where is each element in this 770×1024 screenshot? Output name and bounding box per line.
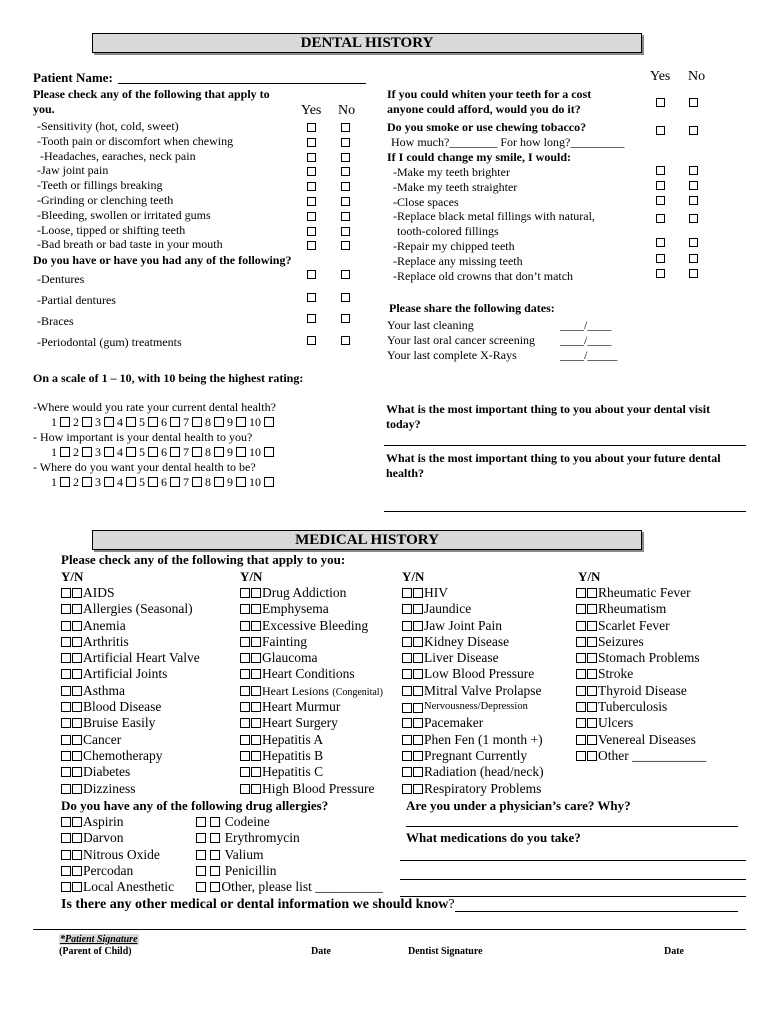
condition-row[interactable]: Heart Surgery	[240, 715, 383, 731]
checkbox-no[interactable]	[341, 241, 350, 250]
scale-checkbox[interactable]	[148, 417, 158, 427]
patient-signature-label: *Patient Signature	[60, 934, 138, 945]
symptom-no-boxes	[341, 120, 350, 253]
date-field[interactable]: ____/_____	[560, 348, 618, 362]
condition-column-3	[402, 585, 544, 797]
scale-checkbox[interactable]	[148, 477, 158, 487]
date-field[interactable]: ____/____	[560, 333, 612, 347]
drug-row[interactable]: Valium	[196, 847, 383, 863]
scale-checkbox[interactable]	[126, 447, 136, 457]
condition-row[interactable]: Diabetes	[61, 764, 200, 780]
symptom-list	[37, 119, 233, 252]
condition-row[interactable]: Respiratory Problems	[402, 781, 544, 797]
condition-row[interactable]: Seizures	[576, 634, 706, 650]
checkbox-yes[interactable]	[656, 126, 665, 135]
scale-checkbox[interactable]	[60, 447, 70, 457]
scale-item: - How important is your dental health to you?	[33, 430, 253, 444]
change-question: If I could change my smile, I would:	[387, 150, 572, 164]
condition-row[interactable]: Hepatitis A	[240, 732, 383, 748]
scale-checkbox[interactable]	[192, 477, 202, 487]
symptom-item: -Teeth or fillings breaking	[37, 178, 163, 193]
scale-question: On a scale of 1 – 10, with 10 being the highest rating:	[33, 371, 304, 385]
scale-checkbox[interactable]	[264, 417, 274, 427]
appliance-item: -Braces	[37, 314, 74, 328]
yn-header: Y/N	[61, 569, 84, 584]
date-label: Date	[664, 946, 684, 957]
symptom-item: -Loose, tipped or shifting teeth	[37, 222, 186, 237]
condition-row[interactable]: Stroke	[576, 666, 706, 682]
drug-row[interactable]: Other, please list __________	[196, 879, 383, 895]
scale-checkbox[interactable]	[104, 417, 114, 427]
drug-allergy-column-1	[61, 814, 174, 895]
change-item: -Replace black metal fillings with natural,	[393, 209, 595, 224]
checkbox-yes[interactable]	[307, 314, 316, 323]
drug-row[interactable]: Codeine	[196, 814, 383, 830]
checkbox-no[interactable]	[341, 167, 350, 176]
condition-column-4	[576, 585, 706, 764]
condition-row[interactable]: Artificial Joints	[61, 666, 200, 682]
condition-row[interactable]: Allergies (Seasonal)	[61, 601, 200, 617]
yes-header-left: Yes	[301, 103, 322, 118]
condition-row[interactable]: Rheumatism	[576, 601, 706, 617]
condition-row[interactable]: Hepatitis B	[240, 748, 383, 764]
condition-row[interactable]: Low Blood Pressure	[402, 666, 544, 682]
checkbox-no[interactable]	[341, 153, 350, 162]
condition-row[interactable]: Jaw Joint Pain	[402, 618, 544, 634]
scale-row: 1 2 3 4 5 6 7 8 9 10	[51, 475, 274, 490]
scale-checkbox[interactable]	[264, 477, 274, 487]
scale-checkbox[interactable]	[214, 417, 224, 427]
yn-header: Y/N	[402, 569, 425, 584]
scale-checkbox[interactable]	[236, 417, 246, 427]
how-much-field[interactable]: How much?________ For how long?_________	[391, 135, 625, 149]
condition-row[interactable]: Artificial Heart Valve	[61, 650, 200, 666]
condition-column-2	[240, 585, 383, 797]
condition-row[interactable]: AIDS	[61, 585, 200, 601]
no-header-right: No	[688, 69, 706, 84]
date-field[interactable]: ____/____	[560, 318, 612, 332]
dates-question: Please share the following dates:	[389, 301, 555, 315]
scale-checkbox[interactable]	[104, 477, 114, 487]
condition-row[interactable]: Fainting	[240, 634, 383, 650]
condition-row[interactable]: Pregnant Currently	[402, 748, 544, 764]
condition-row[interactable]: Stomach Problems	[576, 650, 706, 666]
condition-row[interactable]: Nervousness/Depression	[402, 699, 544, 715]
drug-row[interactable]: Local Anesthetic	[61, 879, 174, 895]
patient-name-label: Patient Name:	[33, 70, 113, 85]
drug-row[interactable]: Penicillin	[196, 863, 383, 879]
important-future-question-2: health?	[386, 466, 425, 480]
important-visit-question-2: today?	[386, 417, 421, 431]
condition-row[interactable]: Mitral Valve Prolapse	[402, 683, 544, 699]
date-label: Your last complete X-Rays	[387, 348, 517, 362]
checkbox-no[interactable]	[341, 197, 350, 206]
condition-row[interactable]: Pacemaker	[402, 715, 544, 731]
scale-checkbox[interactable]	[236, 447, 246, 457]
change-item: -Make my teeth straighter	[393, 179, 518, 194]
yn-header: Y/N	[240, 569, 263, 584]
smoke-question: Do you smoke or use chewing tobacco?	[387, 120, 587, 134]
condition-row[interactable]: Ulcers	[576, 715, 706, 731]
condition-column-1	[61, 585, 200, 797]
condition-row[interactable]: Anemia	[61, 618, 200, 634]
symptom-yes-boxes	[307, 120, 316, 253]
scale-checkbox[interactable]	[236, 477, 246, 487]
dental-history-title: DENTAL HISTORY	[92, 33, 642, 53]
check-heading-1: Please check any of the following that apply to	[33, 87, 270, 101]
physician-care-question: Are you under a physician’s care? Why?	[406, 798, 631, 813]
checkbox-yes[interactable]	[656, 269, 665, 278]
checkbox-yes[interactable]	[307, 212, 316, 221]
appliance-item: -Periodontal (gum) treatments	[37, 335, 182, 349]
checkbox-no[interactable]	[689, 269, 698, 278]
checkbox-yes[interactable]	[656, 238, 665, 247]
condition-row[interactable]: Other ___________	[576, 748, 706, 764]
medications-answer-line[interactable]	[400, 860, 746, 861]
scale-checkbox[interactable]	[214, 447, 224, 457]
important-future-question: What is the most important thing to you about your future dental	[386, 451, 721, 465]
scale-checkbox[interactable]	[170, 417, 180, 427]
condition-row[interactable]: Thyroid Disease	[576, 683, 706, 699]
symptom-item: -Jaw joint pain	[37, 163, 109, 178]
condition-row[interactable]: Rheumatic Fever	[576, 585, 706, 601]
change-item: -Close spaces	[393, 194, 459, 209]
whiten-question-2: anyone could afford, would you do it?	[387, 102, 581, 116]
date-label: Date	[311, 946, 331, 957]
checkbox-yes[interactable]	[307, 270, 316, 279]
important-future-answer[interactable]	[384, 511, 746, 512]
checkbox-no[interactable]	[689, 238, 698, 247]
condition-row[interactable]: Chemotherapy	[61, 748, 200, 764]
scale-checkbox[interactable]	[264, 447, 274, 457]
checkbox-yes[interactable]	[656, 98, 665, 107]
no-header-left: No	[338, 103, 356, 118]
change-item: -Make my teeth brighter	[393, 165, 510, 179]
checkbox-yes[interactable]	[307, 153, 316, 162]
medical-check-heading: Please check any of the following that apply to you:	[61, 552, 346, 567]
scale-checkbox[interactable]	[170, 447, 180, 457]
important-visit-answer[interactable]	[384, 445, 746, 446]
condition-row[interactable]: Arthritis	[61, 634, 200, 650]
checkbox-no[interactable]	[341, 227, 350, 236]
dentist-signature-label: Dentist Signature	[408, 946, 483, 957]
checkbox-yes[interactable]	[307, 227, 316, 236]
physician-care-answer[interactable]	[406, 826, 738, 827]
condition-row[interactable]: High Blood Pressure	[240, 781, 383, 797]
checkbox-no[interactable]	[689, 196, 698, 205]
condition-row[interactable]: Emphysema	[240, 601, 383, 617]
checkbox-yes[interactable]	[307, 197, 316, 206]
checkbox-no[interactable]	[689, 98, 698, 107]
condition-row[interactable]: Heart Conditions	[240, 666, 383, 682]
symptom-item: -Tooth pain or discomfort when chewing	[37, 133, 234, 148]
scale-item: -Where would you rate your current dental health?	[33, 400, 276, 414]
condition-row[interactable]: Heart Murmur	[240, 699, 383, 715]
symptom-item: -Bad breath or bad taste in your mouth	[37, 237, 223, 252]
change-item: -Replace old crowns that don’t match	[393, 268, 574, 283]
checkbox-no[interactable]	[341, 138, 350, 147]
checkbox-no[interactable]	[341, 123, 350, 132]
condition-row[interactable]: Heart Lesions (Congenital)	[240, 683, 383, 699]
scale-row: 1 2 3 4 5 6 7 8 9 10	[51, 415, 274, 430]
scale-checkbox[interactable]	[170, 477, 180, 487]
whiten-question-1: If you could whiten your teeth for a cost	[387, 87, 592, 101]
appliances-question: Do you have or have you had any of the following?	[33, 253, 292, 267]
condition-row[interactable]: Excessive Bleeding	[240, 618, 383, 634]
checkbox-yes[interactable]	[307, 241, 316, 250]
drug-row[interactable]: Nitrous Oxide	[61, 847, 174, 863]
condition-row[interactable]: Scarlet Fever	[576, 618, 706, 634]
condition-row[interactable]: Phen Fen (1 month +)	[402, 732, 544, 748]
condition-row[interactable]: Jaundice	[402, 601, 544, 617]
symptom-item: -Headaches, earaches, neck pain	[40, 148, 196, 163]
signature-line[interactable]	[33, 929, 746, 930]
check-heading-2: you.	[33, 102, 55, 116]
medical-history-title: MEDICAL HISTORY	[92, 530, 642, 550]
condition-row[interactable]: Drug Addiction	[240, 585, 383, 601]
drug-row[interactable]: Percodan	[61, 863, 174, 879]
change-item: -Repair my chipped teeth	[393, 238, 515, 253]
yes-header-right: Yes	[650, 69, 671, 84]
checkbox-yes[interactable]	[307, 336, 316, 345]
medications-question: What medications do you take?	[406, 830, 581, 845]
other-info-question: Is there any other medical or dental information we should know?	[61, 897, 455, 912]
other-info-answer[interactable]	[455, 911, 738, 912]
date-label: Your last oral cancer screening	[387, 333, 536, 347]
symptom-item: -Bleeding, swollen or irritated gums	[37, 207, 211, 222]
checkbox-no[interactable]	[689, 214, 698, 223]
condition-row[interactable]: Dizziness	[61, 781, 200, 797]
condition-row[interactable]: Venereal Diseases	[576, 732, 706, 748]
drug-row[interactable]: Erythromycin	[196, 830, 383, 846]
condition-row[interactable]: Glaucoma	[240, 650, 383, 666]
scale-checkbox[interactable]	[104, 447, 114, 457]
condition-row[interactable]: Kidney Disease	[402, 634, 544, 650]
condition-row[interactable]: Asthma	[61, 683, 200, 699]
checkbox-no[interactable]	[689, 126, 698, 135]
checkbox-yes[interactable]	[307, 123, 316, 132]
scale-checkbox[interactable]	[82, 447, 92, 457]
checkbox-yes[interactable]	[307, 293, 316, 302]
scale-checkbox[interactable]	[214, 477, 224, 487]
checkbox-yes[interactable]	[307, 138, 316, 147]
checkbox-yes[interactable]	[656, 196, 665, 205]
scale-checkbox[interactable]	[82, 417, 92, 427]
condition-row[interactable]: Cancer	[61, 732, 200, 748]
drug-allergy-column-2	[196, 814, 383, 895]
appliance-item: -Partial dentures	[37, 293, 116, 307]
dates-fields	[560, 318, 617, 363]
scale-checkbox[interactable]	[126, 417, 136, 427]
scale-item: - Where do you want your dental health to be?	[33, 460, 256, 474]
change-item: -Replace any missing teeth	[393, 253, 523, 268]
dates-list	[387, 318, 535, 363]
scale-checkbox[interactable]	[82, 477, 92, 487]
date-label: Your last cleaning	[387, 318, 474, 332]
scale-checkbox[interactable]	[192, 447, 202, 457]
checkbox-no[interactable]	[341, 212, 350, 221]
scale-row: 1 2 3 4 5 6 7 8 9 10	[51, 445, 274, 460]
checkbox-yes[interactable]	[307, 182, 316, 191]
change-item-continued: tooth-colored fillings	[397, 224, 499, 239]
checkbox-yes[interactable]	[656, 166, 665, 175]
medications-answer-line[interactable]	[400, 879, 746, 880]
scale-checkbox[interactable]	[60, 477, 70, 487]
checkbox-yes[interactable]	[307, 167, 316, 176]
scale-checkbox[interactable]	[148, 447, 158, 457]
symptom-item: -Grinding or clenching teeth	[37, 192, 174, 207]
condition-row[interactable]: Blood Disease	[61, 699, 200, 715]
yn-header: Y/N	[578, 569, 601, 584]
scale-checkbox[interactable]	[126, 477, 136, 487]
checkbox-yes[interactable]	[656, 254, 665, 263]
drug-row[interactable]: Darvon	[61, 830, 174, 846]
parent-of-child-label: (Parent of Child)	[59, 946, 132, 957]
scale-checkbox[interactable]	[60, 417, 70, 427]
condition-row[interactable]: Liver Disease	[402, 650, 544, 666]
checkbox-no[interactable]	[689, 166, 698, 175]
checkbox-no[interactable]	[689, 181, 698, 190]
drug-allergy-question: Do you have any of the following drug allergies?	[61, 798, 329, 813]
drug-row[interactable]: Aspirin	[61, 814, 174, 830]
checkbox-no[interactable]	[341, 336, 350, 345]
checkbox-no[interactable]	[341, 314, 350, 323]
checkbox-no[interactable]	[689, 254, 698, 263]
symptom-item: -Sensitivity (hot, cold, sweet)	[37, 119, 179, 133]
checkbox-no[interactable]	[341, 182, 350, 191]
scale-checkbox[interactable]	[192, 417, 202, 427]
condition-row[interactable]: Radiation (head/neck)	[402, 764, 544, 780]
condition-row[interactable]: Hepatitis C	[240, 764, 383, 780]
condition-row[interactable]: Bruise Easily	[61, 715, 200, 731]
condition-row[interactable]: Tuberculosis	[576, 699, 706, 715]
condition-row[interactable]: HIV	[402, 585, 544, 601]
important-visit-question: What is the most important thing to you about your dental visit	[386, 402, 711, 416]
change-list	[393, 165, 595, 283]
checkbox-no[interactable]	[341, 293, 350, 302]
checkbox-no[interactable]	[341, 270, 350, 279]
patient-name-field[interactable]	[118, 83, 366, 84]
checkbox-yes[interactable]	[656, 181, 665, 190]
checkbox-yes[interactable]	[656, 214, 665, 223]
appliance-item: -Dentures	[37, 272, 85, 286]
